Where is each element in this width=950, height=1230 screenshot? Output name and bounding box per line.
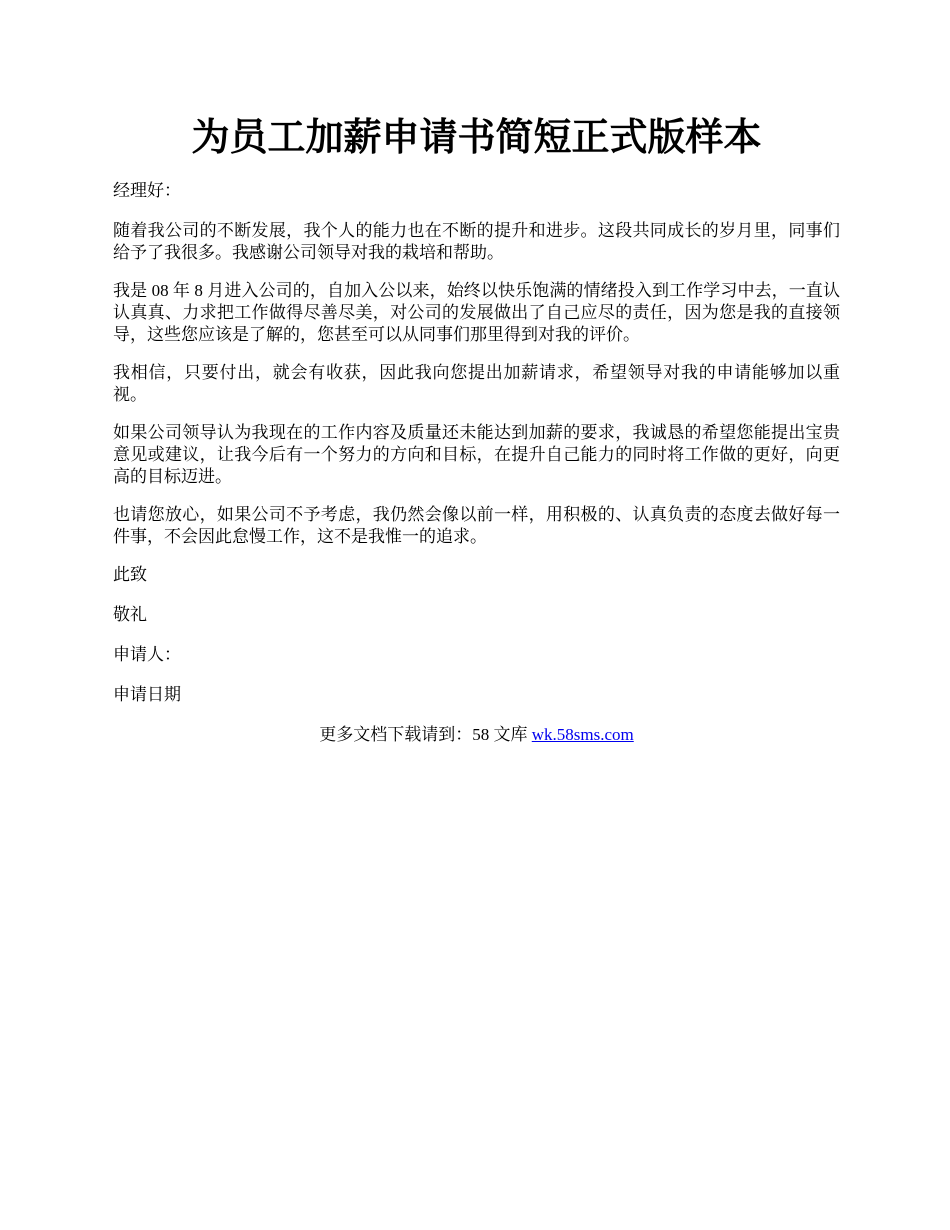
- paragraph: 如果公司领导认为我现在的工作内容及质量还未能达到加薪的要求，我诚恳的希望您能提出宝贵意见或建议，让我今后有一个努力的方向和目标，在提升自己能力的同时将工作做的更好，向更高的目标迈进。: [113, 423, 840, 486]
- paragraph: 随着我公司的不断发展，我个人的能力也在不断的提升和进步。这段共同成长的岁月里，同事们给予了我很多。我感谢公司领导对我的栽培和帮助。: [113, 221, 840, 262]
- greeting: 经理好：: [113, 181, 181, 200]
- document-title: 为员工加薪申请书简短正式版样本: [191, 117, 762, 159]
- document-body: [113, 180, 840, 706]
- paragraph: 我相信，只要付出，就会有收获，因此我向您提出加薪请求，希望领导对我的申请能够加以重视。: [113, 363, 840, 404]
- closing-salutation: 此致: [113, 565, 147, 584]
- paragraph: 也请您放心，如果公司不予考虑，我仍然会像以前一样，用积极的、认真负责的态度去做好每一件事，不会因此怠慢工作，这不是我惟一的追求。: [113, 505, 840, 546]
- footer-link[interactable]: wk.58sms.com: [531, 725, 634, 744]
- document-page: [113, 0, 840, 746]
- download-footer: [113, 724, 840, 746]
- footer-text: 更多文档下载请到：58 文库: [319, 725, 532, 744]
- paragraph: 我是 08 年 8 月进入公司的，自加入公以来，始终以快乐饱满的情绪投入到工作学习中去，一直认认真真、力求把工作做得尽善尽美，对公司的发展做出了自己应尽的责任，因为您是我的直接领导，这些您应该是了解的，您甚至可以从同事们那里得到对我的评价。: [113, 281, 840, 344]
- closing-regards: 敬礼: [113, 605, 147, 624]
- applicant-label: 申请人：: [113, 645, 181, 664]
- application-date-label: 申请日期: [113, 685, 181, 704]
